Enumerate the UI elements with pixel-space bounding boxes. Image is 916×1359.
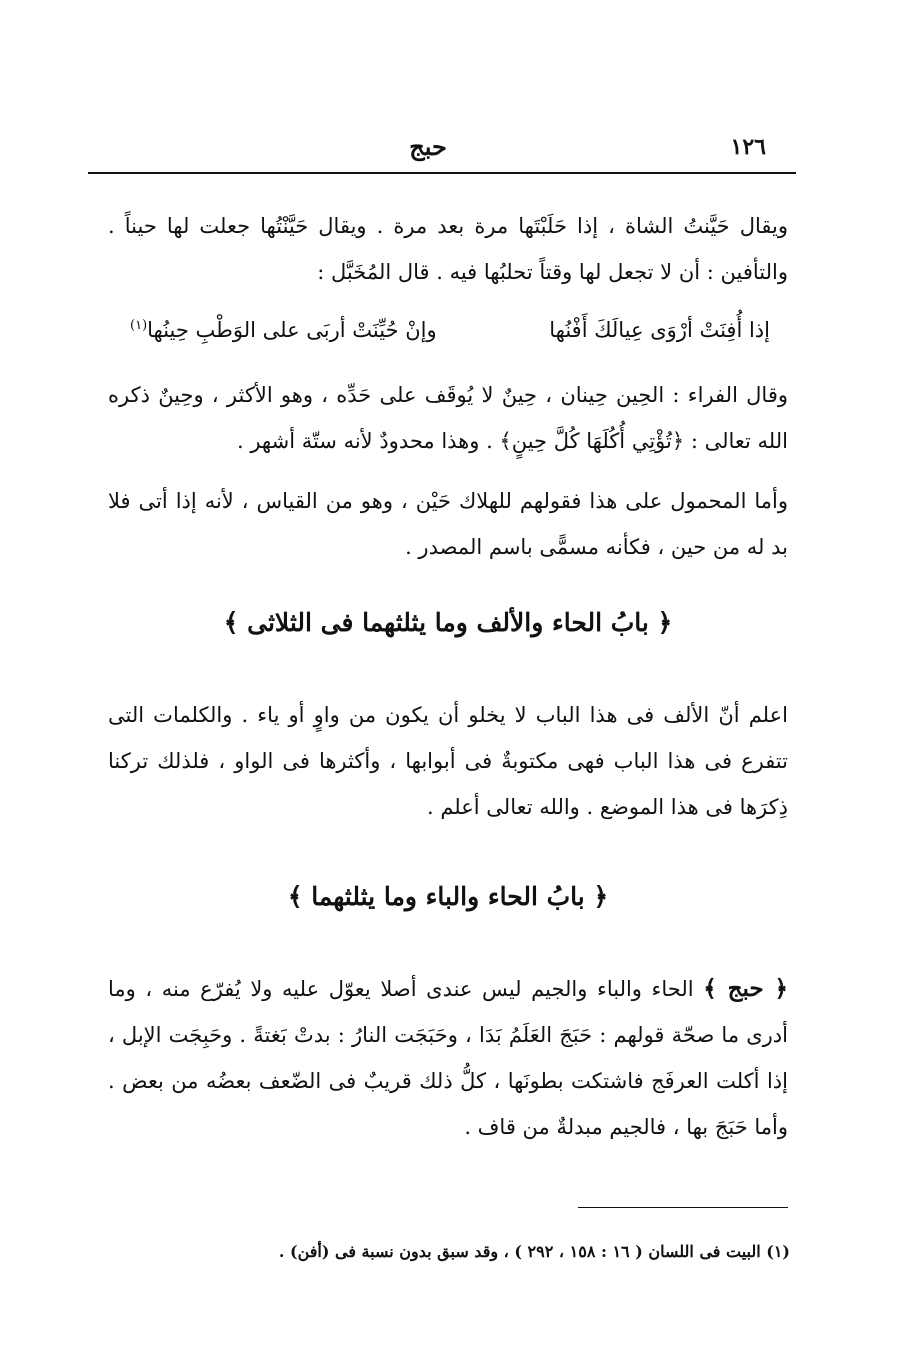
- footnote-1: (١) البيت فى اللسان ( ١٦ : ١٥٨ ، ٢٩٢ ) ، وقد سبق بدون نسبة فى (أفن) .: [278, 1242, 790, 1261]
- running-head: [90, 132, 766, 172]
- footnote-marker: (١): [130, 318, 148, 333]
- paragraph-1: ويقال حَيَّنتُ الشاة ، إذا حَلَبْتَها مرة بعد مرة . ويقال حَيَّنْتُها جعلت لها حيناً . والتأفين : أن لا تجعل لها وقتاً تحلبُها فيه . قال المُخَبَّل :: [108, 214, 788, 284]
- verse-first-hemistich: إذا أُفِنَتْ أرْوَى عِيالَكَ أَفْنُها: [549, 318, 770, 342]
- entry-habaja-text: الحاء والباء والجيم ليس عندى أصلا يعوّل عليه ولا يُفرّع منه ، وما أدرى ما صحّة قولهم : حَبَجَ العَلَمُ بَدَا ، وحَبَجَت النارُ : بدتْ بَغتةً . وحَبِجَت الإبل ، إذا أكلت العرفَج فاشتكت بطونَها ، كلُّ ذلك قريبٌ فى الضّعف بعضُه من بعض . وأما حَبَجَ بها ، فالجيم مبدلةٌ من قاف .: [108, 977, 788, 1139]
- page-number: ١٢٦: [730, 134, 766, 160]
- verse-second-hemistich: [130, 318, 437, 342]
- paragraph-3: وأما المحمول على هذا فقولهم للهلاك حَيْن ، وهو من القياس ، لأنه إذا أتى فلا بد له من حين ، فكأنه مسمًّى باسم المصدر .: [108, 489, 788, 559]
- chapter-heading-1: ﴿ بابُ الحاء والألف وما يثلثهما فى الثلاثى ﴾: [223, 608, 673, 637]
- section-1-text: اعلم أنّ الألف فى هذا الباب لا يخلو أن يكون من واوٍ أو ياء . والكلمات التى تتفرع فى هذا الباب فهى مكتوبةٌ فى أبوابها ، وأكثرها فى الواو ، فلذلك تركنا ذِكرَها فى هذا الموضع . والله تعالى أعلم .: [108, 703, 788, 819]
- verse-second-text: وإنْ حُيِّنَتْ أربَى على الوَطْبِ حِينُها: [147, 318, 437, 342]
- chapter-heading-2: ﴿ بابُ الحاء والباء وما يثلثهما ﴾: [287, 882, 609, 911]
- footnote-rule: [578, 1207, 788, 1208]
- header-rule: [88, 172, 796, 174]
- entry-habaja: [108, 966, 788, 1150]
- paragraph-2: وقال الفراء : الحِين حِينان ، حِينٌ لا يُوقَف على حَدِّه ، وهو الأكثر ، وحِينٌ ذكره الله تعالى : ﴿تُؤْتِي أُكُلَهَا كُلَّ حِينٍ﴾ . وهذا محدودٌ لأنه ستّة أشهر .: [108, 383, 788, 453]
- entry-head-habaja: ﴿ حبج ﴾: [703, 975, 788, 1002]
- poetry-verse: [130, 318, 770, 358]
- running-head-entry: حبج: [409, 132, 447, 161]
